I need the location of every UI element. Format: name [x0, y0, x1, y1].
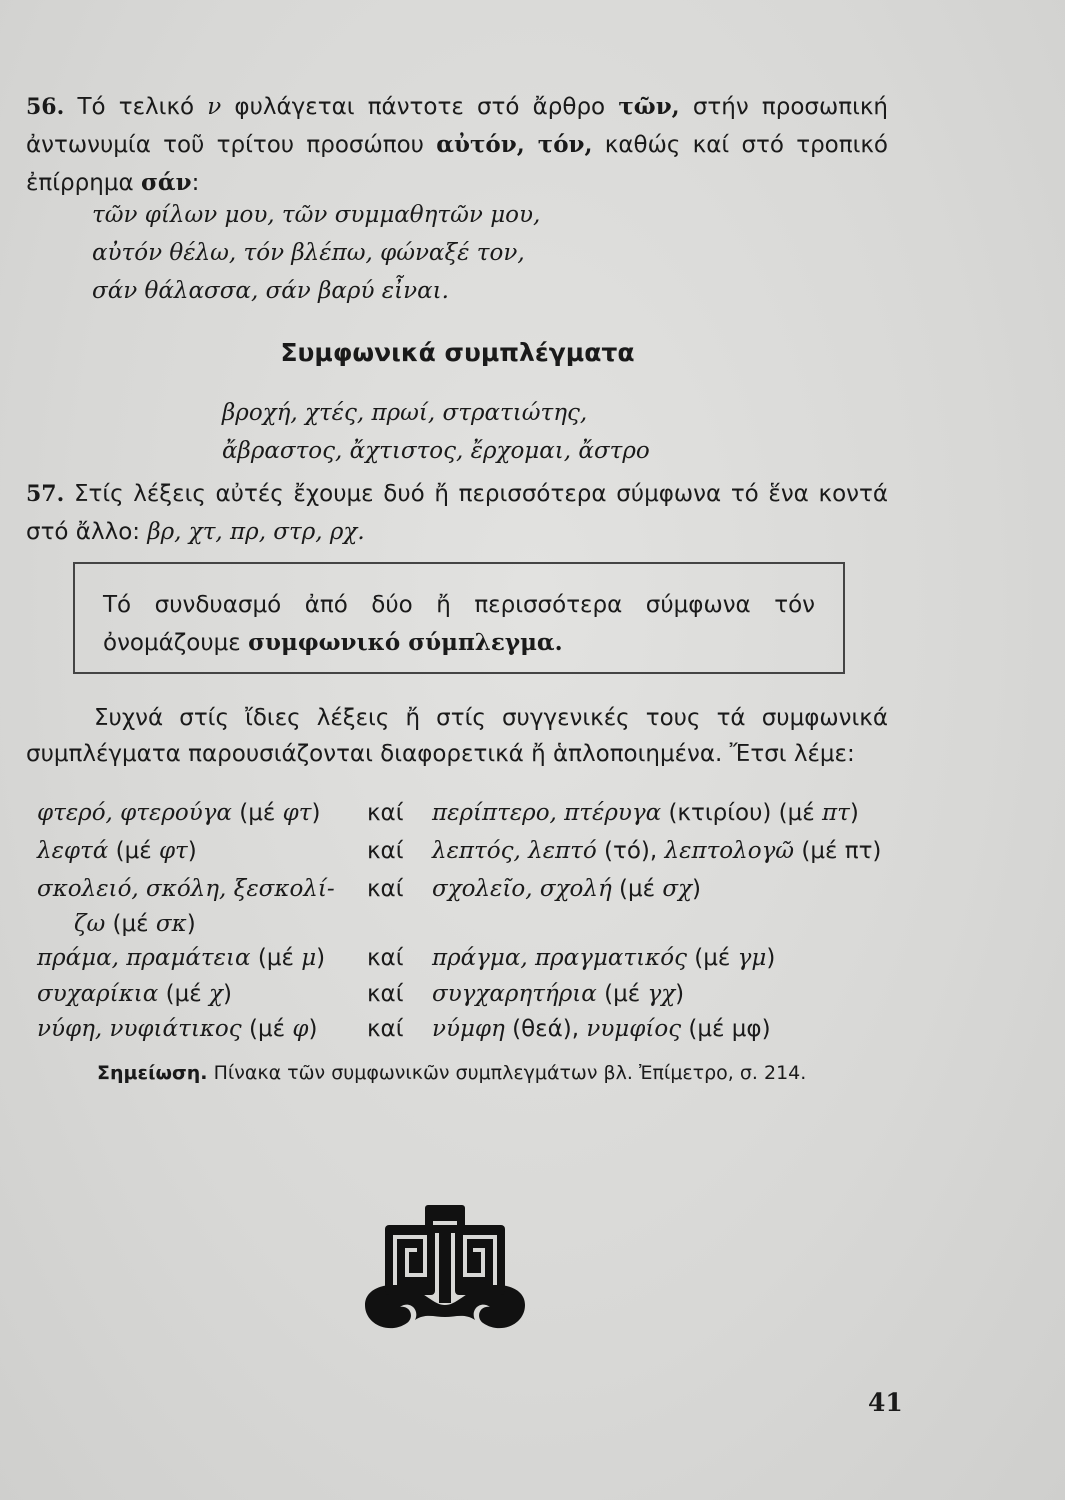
table-row-left: πράμα, πραμάτεια (μέ μ) [37, 945, 326, 971]
example-line: βροχή, χτές, πρωί, στρατιώτης, [222, 400, 588, 426]
note-label: Σημείωση. [97, 1062, 208, 1084]
table-row-conjunction: καί [367, 800, 404, 826]
section-number: 57. [26, 481, 65, 507]
table-row-right: πράγμα, πραγματικός (μέ γμ) [432, 945, 776, 971]
table-row-left: σκολειό, σκόλη, ξεσκολί- [37, 876, 335, 902]
table-row-left: συχαρίκια (μέ χ) [37, 981, 232, 1007]
example-line: σάν θάλασσα, σάν βαρύ εἶναι. [92, 278, 449, 304]
table-row-conjunction: καί [367, 1016, 404, 1042]
table-row-right: νύμφη (θεά), νυμφίος (μέ μφ) [432, 1016, 771, 1042]
paragraph-57: 57. Στίς λέξεις αὐτές ἔχουμε δυό ἤ περισσότερα σύμφωνα τό ἕνα κοντά στό ἄλλο: βρ, χτ, πρ, στρ, ρχ. [26, 481, 888, 545]
paragraph-56: 56. Τό τελικό ν φυλάγεται πάντοτε στό ἄρθρο τῶν, στήν προσωπική ἀντωνυμία τοῦ τρίτου προσώπου αὐτόν, τόν, καθώς καί στό τροπικό ἐπίρρημα σάν: [26, 93, 889, 196]
table-row-left: ζω (μέ σκ) [74, 911, 196, 937]
page-number: 41 [868, 1388, 903, 1417]
note: Σημείωση. Πίνακα τῶν συμφωνικῶν συμπλεγμάτων βλ. Ἐπίμετρο, σ. 214. [97, 1062, 807, 1084]
table-row-right: λεπτός, λεπτό (τό), λεπτολογῶ (μέ πτ) [432, 838, 882, 864]
paragraph-often: Συχνά στίς ἴδιες λέξεις ἤ στίς συγγενικές τους τά συμφωνικά συμπλέγματα παρουσιάζονται διαφορετικά ἤ ἁπλοποιημένα. Ἔτσι λέμε: [26, 705, 888, 767]
table-row-left: φτερό, φτερούγα (μέ φτ) [37, 800, 321, 826]
decorative-ornament [355, 1195, 535, 1355]
table-row-right: σχολεῖο, σχολή (μέ σχ) [432, 876, 702, 902]
example-line: ἄβραστος, ἄχτιστος, ἔρχομαι, ἄστρο [222, 438, 650, 464]
table-row-right: συγχαρητήρια (μέ γχ) [432, 981, 685, 1007]
table-row-conjunction: καί [367, 838, 404, 864]
table-row-left: λεφτά (μέ φτ) [37, 838, 197, 864]
section-number: 56. [26, 94, 65, 120]
definition-box: Τό συνδυασμό ἀπό δύο ἤ περισσότερα σύμφωνα τόν ὀνομάζουμε συμφωνικό σύμπλεγμα. [73, 562, 845, 674]
table-row-conjunction: καί [367, 876, 404, 902]
example-line: τῶν φίλων μου, τῶν συμμαθητῶν μου, [92, 202, 541, 228]
example-line: αὐτόν θέλω, τόν βλέπω, φώναξέ τον, [92, 240, 525, 266]
section-heading: Συμφωνικά συμπλέγματα [280, 338, 635, 367]
table-row-conjunction: καί [367, 945, 404, 971]
table-row-conjunction: καί [367, 981, 404, 1007]
table-row-left: νύφη, νυφιάτικος (μέ φ) [37, 1016, 318, 1042]
table-row-right: περίπτερο, πτέρυγα (κτιρίου) (μέ πτ) [432, 800, 859, 826]
